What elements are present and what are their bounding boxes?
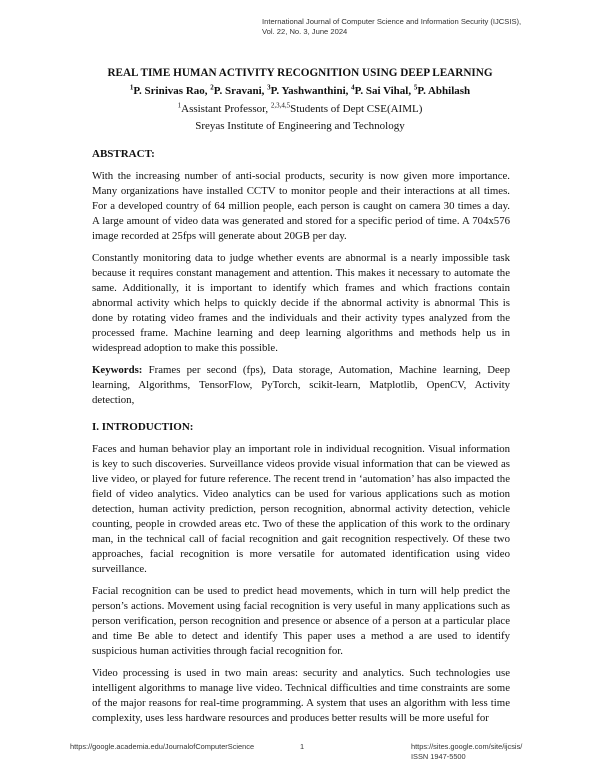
keywords [92, 363, 510, 408]
affiliation [0, 103, 600, 115]
paper-title: REAL TIME HUMAN ACTIVITY RECOGNITION USING DEEP LEARNING [107, 67, 493, 79]
author-sup: 2 [210, 83, 214, 92]
abstract-paragraph: Constantly monitoring data to judge whether events are abnormal is a nearly impossible task because it requires constant management and attention. This makes it necessary to automate the same. Additionally, it is important to identify which frames and which fractions contain abnormal activity which helps to quickly decide if the abnormal activity is abnormal This is done by rotating video frames and the individuals and their activity types analyzed from the processed frame. Machine learning and deep learning algorithms and methods help us in widespread adoption to make this possible. [92, 252, 510, 354]
author: P. Sravani, [213, 85, 265, 97]
footer-right [411, 742, 522, 762]
page-number: 1 [300, 742, 305, 751]
affil-role: Assistant Professor, [181, 103, 271, 115]
footer-url[interactable]: https://google.academia.edu/JournalofComputerScience [70, 742, 255, 751]
institute: Sreyas Institute of Engineering and Technology [195, 120, 405, 132]
footer-site-url[interactable]: https://sites.google.com/site/ijcsis/ [411, 742, 523, 751]
author: P. Srinivas Rao, [133, 85, 208, 97]
author-sup: 3 [267, 83, 271, 92]
body-text [92, 147, 510, 733]
issn: ISSN 1947-5500 [411, 752, 466, 761]
author-sup: 1 [129, 83, 134, 92]
intro-paragraph: Video processing is used in two main areas: security and analytics. Such technologies use intelligent algorithms to manage live video. Technical difficulties and time constraints are some of the major reasons for real-time programming. A system that uses an algorithm with less time complexity, uses less hardware resources and produces better results will be more useful for [92, 667, 510, 724]
author-sup: 5 [413, 83, 418, 92]
abstract-heading: ABSTRACT: [92, 148, 155, 160]
keywords-label: Keywords: [92, 364, 143, 376]
author: P. Sai Vihal, [354, 85, 412, 97]
author: P. Abhilash [417, 85, 471, 97]
journal-header [262, 17, 521, 37]
intro-paragraph: Faces and human behavior play an important role in individual recognition. Visual information is key to such discoveries. Surveillance videos provide visual information that can be viewed as live video, or played for future reference. The recent trend in ‘automation’ has also impacted the field of video analytics. Video analytics can be used for various applications such as motion detection, human activity prediction, person recognition, abnormal activity detection, vehicle counting, people in crowded areas etc. Two of these the application of this work to the ordinary man, in the technical call of facial recognition and gait recognition respectively. Of these two approaches, facial recognition is more versatile for automated identification using video surveillance. [92, 443, 510, 575]
header-line: International Journal of Computer Science and Information Security (IJCSIS), [262, 17, 522, 26]
intro-heading: I. INTRODUCTION: [92, 421, 194, 433]
affil-sup: 1 [177, 101, 182, 110]
intro-paragraph: Facial recognition can be used to predict head movements, which in turn will help predict the person’s actions. Movement using facial recognition is very useful in many applications such as person verification, person recognition and presence or absence of a person at a particular place and time Be able to detect and identify This paper uses a method a are used to identify suspicious human activities through facial recognition for. [92, 585, 510, 657]
author: P. Yashwanthini, [270, 85, 349, 97]
keywords-text: Frames per second (fps), Data storage, Automation, Machine learning, Deep learning, Algorithms, TensorFlow, PyTorch, scikit-learn, Matplotlib, OpenCV, Activity detection, [92, 364, 510, 406]
author-sup: 4 [351, 83, 355, 92]
abstract-paragraph: With the increasing number of anti-social products, security is now given more importance. Many organizations have installed CCTV to monitor people and their interactions at all times. For a developed country of 64 million people, each person is caught on camera 30 times a day. A large amount of video data was generated and stored for a specific period of time. A 704x576 image recorded at 25fps will generate about 20GB per day. [92, 170, 510, 242]
affil-role: Students of Dept CSE(AIML) [290, 103, 423, 115]
author-list [0, 85, 600, 97]
header-line: Vol. 22, No. 3, June 2024 [262, 27, 348, 36]
affil-sup: 2,3,4,5 [270, 101, 291, 110]
